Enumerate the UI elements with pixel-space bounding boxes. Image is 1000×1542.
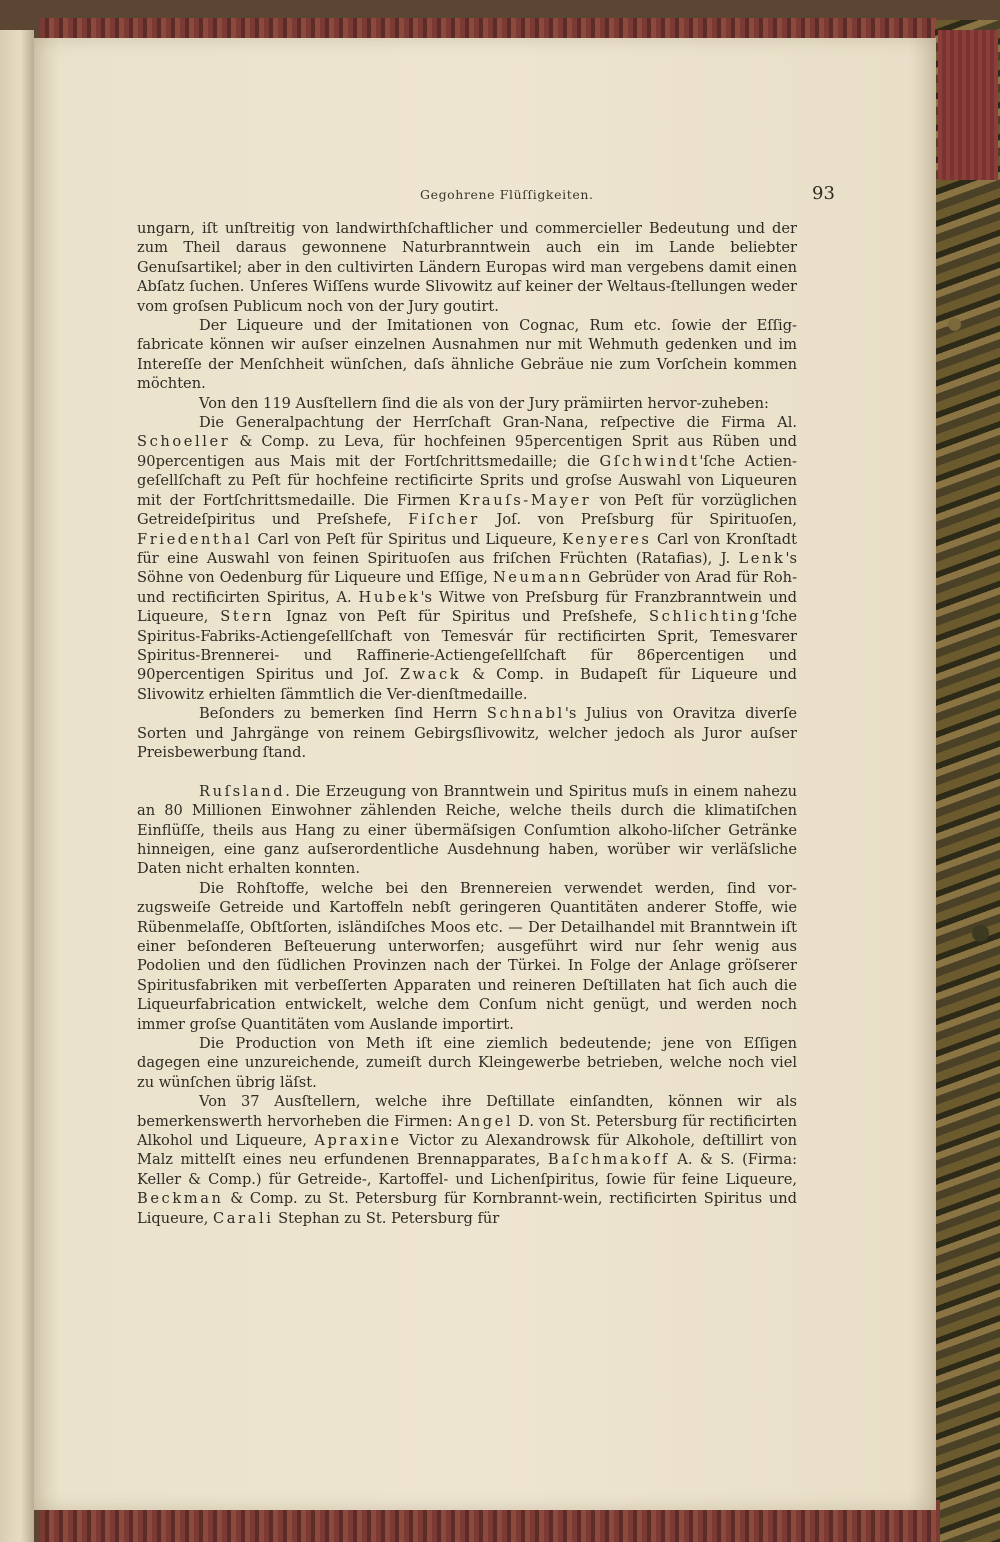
text-run: . Die Erzeugung von Branntwein und Spiritus muſs in einem nahezu an 80 Millionen Einwohner zählenden Reiche, welche theils durch die klimatiſchen Einflüſſe, theils aus Hang zu einer übermäſsigen Conſumtion alkoho-liſcher Getränke hinneigen, eine ganz auſserordentliche Ausdehnung haben, worüber wir verläſsliche Daten nicht erhalten konnten.: [137, 782, 797, 878]
paragraph: [137, 413, 797, 704]
spaced-name: Stern: [220, 608, 275, 626]
spaced-name: Schlichting: [649, 608, 762, 626]
spaced-name: Krauſs-Mayer: [458, 491, 592, 509]
text-run: Die Rohſtoffe, welche bei den Brennereien verwendet werden, ſind vor-zugsweiſe Getreide und Kartoffeln nebſt geringeren Quantitäten anderer Stoffe, wie Rübenmelaſſe, Obſtſorten, isländiſches Moos etc. — Der Detailhandel mit Branntwein iſt einer beſonderen Beſteuerung unterworfen; ausgeführt wird nur ſehr wenig aus Podolien und den ſüdlichen Provinzen nach der Türkei. In Folge der Anlage gröſserer Spiritusfabriken mit verbeſſerten Apparaten und reineren Deſtillaten hat ſich auch die Liqueurfabrication entwickelt, welche dem Conſum nicht genügt, und werden noch immer groſse Quantitäten vom Auslande importirt.: [137, 879, 797, 1033]
text-run: Victor zu Alexandrowsk für Alkohole, deſtillirt von Malz mittelſt eines neu erfundenen Brennapparates,: [137, 1132, 798, 1169]
text-run: Stephan zu St. Petersburg für: [273, 1209, 500, 1227]
text-run: Gebrüder von Arad für Roh- und rectificirten Spiritus, A.: [137, 569, 797, 606]
paragraph: [137, 394, 797, 413]
text-run: 's Söhne von Oedenburg für Liqueure und Eſſige,: [137, 549, 797, 587]
text-run: 's Witwe von Preſsburg für Franzbranntwein und Liqueure,: [137, 588, 798, 626]
spaced-name: Fiſcher: [408, 511, 480, 529]
spaced-name: Friedenthal: [137, 530, 253, 548]
text-run: Beſonders zu bemerken ſind Herrn: [199, 705, 487, 723]
spaced-name: Kenyeres: [562, 530, 652, 548]
spaced-name: Ruſsland: [199, 782, 286, 800]
text-run: Carl von Kronſtadt für eine Auswahl von feinen Spirituoſen aus friſchen Früchten (Ratafias), J.: [137, 530, 797, 567]
page-number: 93: [812, 183, 835, 204]
spaced-name: Schoeller: [137, 433, 231, 451]
spaced-name: Carali: [213, 1209, 274, 1227]
paragraph: [137, 1092, 797, 1228]
text-run: 'ſche Actien-geſellſchaft zu Peſt für hochfeine rectificirte Sprits und groſse Auswahl von Liqueuren mit der Fortſchrittsmedaille. Die Firmen: [137, 452, 797, 509]
text-run: D. von St. Petersburg für rectificirten Alkohol und Liqueure,: [137, 1112, 797, 1150]
body-text: [137, 219, 797, 1228]
text-run: Von 37 Ausſtellern, welche ihre Deſtillate einſandten, können wir als bemerkenswerth hervorheben die Firmen:: [137, 1093, 797, 1130]
spaced-name: Zwack: [399, 666, 462, 684]
spaced-name: Apraxine: [314, 1132, 402, 1150]
facing-page-edge: [0, 30, 34, 1542]
text-run: 'ſche Spiritus-Fabriks-Actiengeſellſchaft von Temesvár für rectificirten Sprit, Temesvarer Spiritus-Brennerei- und Raffinerie-Actiengeſellſchaft für 86percentigen und 90percentigen Spiritus und Joſ.: [137, 608, 797, 684]
marbled-edge: [935, 20, 1000, 1542]
text-run: von Peſt für vorzüglichen Getreideſpiritus und Preſshefe,: [137, 491, 797, 529]
text-run: Die Production von Meth iſt eine ziemlich bedeutende; jene von Eſſigen dagegen eine unzureichende, zumeiſt durch Kleingewerbe betrieben, welche noch viel zu wünſchen übrig läſst.: [137, 1035, 797, 1091]
text-run: ungarn, iſt unſtreitig von landwirthſchaftlicher und commercieller Bedeutung und der zum Theil daraus gewonnene Naturbranntwein auch ein im Lande beliebter Genuſsartikel; aber in den cultivirten Ländern Europas wird man vergebens damit einen Abſatz ſuchen. Unſeres Wiſſens wurde Slivowitz auf keiner der Weltaus-ſtellungen weder vom groſsen Publicum noch von der Jury goutirt.: [137, 220, 797, 315]
paragraph: [137, 316, 797, 394]
text-run: Joſ. von Preſsburg für Spirituoſen,: [479, 511, 797, 529]
paragraph: [137, 879, 797, 1034]
text-run: & Comp. zu St. Petersburg für Kornbrannt-wein, rectificirten Spiritus und Liqueure,: [137, 1190, 797, 1227]
spaced-name: Schnabl: [486, 705, 565, 723]
paragraph: [137, 219, 797, 316]
text-run: Ignaz von Peſt für Spiritus und Preſshefe,: [274, 608, 650, 626]
paragraph: [137, 782, 797, 879]
text-run: Der Liqueure und der Imitationen von Cognac, Rum etc. ſowie der Eſſig-fabricate können wir auſser einzelnen Ausnahmen nur mit Wehmuth gedenken und im Intereſſe der Menſchheit wünſchen, daſs ähnliche Gebräue nie zum Vorſchein kommen möchten.: [137, 317, 797, 393]
spaced-name: Angel: [457, 1112, 514, 1130]
paragraph: [137, 1034, 797, 1092]
text-run: Carl von Peſt für Spiritus und Liqueure,: [252, 530, 563, 548]
spaced-name: Hubek: [358, 588, 421, 606]
page-header: [40, 183, 940, 205]
text-run: & Comp. in Budapeſt für Liqueure und Slivowitz erhielten ſämmtlich die Ver-dienſtmedaille.: [137, 666, 797, 703]
spaced-name: Lenk: [738, 549, 786, 567]
spaced-name: Beckman: [137, 1190, 224, 1208]
spaced-name: Baſchmakoff: [547, 1151, 670, 1169]
text-run: Die Generalpachtung der Herrſchaft Gran-Nana, reſpective die Firma Al.: [199, 414, 797, 432]
text-run: A. & S. (Firma: Keller & Comp.) für Getreide-, Kartoffel- und Lichenſpiritus, ſowie für feine Liqueure,: [137, 1151, 797, 1188]
text-run: 's Julius von Oravitza diverſe Sorten und Jahrgänge von reinem Gebirgsſlivowitz, welcher jedoch als Juror auſser Preisbewerbung ſtand.: [137, 705, 798, 761]
cover-corner: [938, 30, 998, 180]
spaced-name: Neumann: [492, 569, 584, 587]
text-run: & Comp. zu Leva, für hochfeinen 95percentigen Sprit aus Rüben und 90percentigen aus Mais mit der Fortſchrittsmedaille; die: [137, 433, 797, 470]
running-head: Gegohrene Flüſſigkeiten.: [420, 187, 594, 202]
spaced-name: Gſchwindt: [599, 452, 700, 470]
text-run: Von den 119 Ausſtellern ſind die als von der Jury prämiirten hervor-zuheben:: [199, 394, 769, 412]
paragraph: [137, 704, 797, 762]
